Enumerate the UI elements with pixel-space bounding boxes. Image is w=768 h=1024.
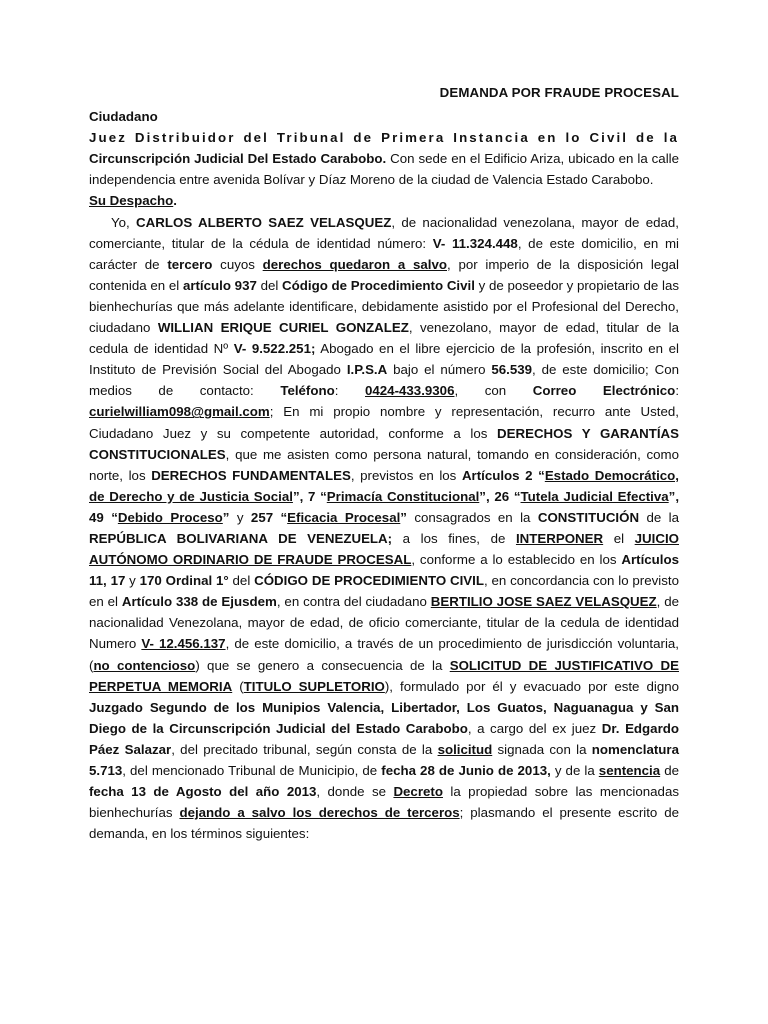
body-segment: , en contra del ciudadano — [276, 594, 431, 610]
body-segment: signada con la — [492, 741, 592, 757]
body-segment: SOLICITUD DE JUSTIFICATIVO DE PERPETUA MEMORIA — [89, 657, 679, 694]
body-segment: ” — [400, 509, 407, 525]
body-segment: tercero — [167, 256, 213, 272]
body-segment: WILLIAN ERIQUE CURIEL GONZALEZ — [157, 320, 409, 336]
body-segment: ; plasmando el presente escrito de demanda, en los términos siguientes: — [89, 805, 679, 842]
body-segment: y de la — [550, 763, 599, 778]
body-segment: del — [228, 573, 255, 589]
body-segment: JUICIO AUTÓNOMO ORDINARIO DE FRAUDE PROCESAL — [89, 530, 679, 568]
body-segment: ( — [232, 678, 244, 694]
body-segment: : — [675, 383, 680, 399]
body-segment: de la — [639, 509, 680, 525]
body-segment: DERECHOS FUNDAMENTALES — [151, 467, 351, 483]
body-segment: la propiedad sobre las mencionadas bienhechurías — [89, 784, 679, 821]
body-segment: ”, 26 “ — [479, 488, 521, 504]
body-segment: , de nacionalidad Venezolana, mayor de edad, de oficio comerciante, titular de la cedula de identidad Numero — [89, 594, 679, 652]
body-segment: , del precitado tribunal, según consta de la — [171, 741, 438, 757]
body-segment: Decreto — [393, 784, 443, 800]
body-segment: I.P.S.A — [346, 362, 388, 378]
body-segment: Juzgado Segundo de los Munipios Valencia, Libertador, Los Guatos, Naguanagua y San Diego de la Circunscripción Judicial del Estado Carabobo — [89, 699, 679, 736]
body-segment: Teléfono — [280, 383, 335, 399]
body-segment: Correo Electrónico — [532, 383, 676, 399]
body-segment: , con — [454, 383, 533, 399]
body-segment: Tutela Judicial Efectiva — [520, 488, 669, 504]
su-despacho: Su Despacho — [89, 193, 174, 209]
body-segment: derechos quedaron a salvo — [262, 256, 447, 272]
body-segment: 56.539 — [491, 362, 533, 378]
body-segment: Yo, — [111, 214, 137, 230]
body-segment: BERTILIO JOSE SAEZ VELASQUEZ — [430, 594, 657, 610]
body-segment: , previstos en los — [350, 467, 462, 483]
body-segment: ; En mi propio nombre y representación, recurro ante Usted, Ciudadano Juez y su competente autoridad, conforme a los — [89, 404, 679, 441]
body-segment: ” — [222, 509, 230, 525]
document-title: DEMANDA POR FRAUDE PROCESAL — [439, 85, 679, 100]
body-segment: , de este domicilio, en mi carácter de — [89, 235, 679, 272]
addressee-block — [89, 106, 679, 211]
body-segment: Código de Procedimiento Civil — [282, 277, 475, 293]
body-segment: fecha 13 de Agosto del año 2013 — [89, 784, 317, 800]
body-segment: y — [125, 573, 140, 589]
body-segment: curielwilliam098@gmail.com — [89, 404, 270, 420]
body-segment: V- 9.522.251; — [233, 341, 316, 357]
body-segment: Estado Democrático, de Derecho y de Justicia Social — [89, 467, 679, 504]
body-segment: , del mencionado Tribunal de Municipio, de — [122, 763, 382, 778]
body-segment: consagrados en la — [406, 509, 538, 525]
body-segment: ”, 7 “ — [292, 488, 327, 504]
body-segment: a los fines, de — [392, 530, 516, 546]
body-segment: y de poseedor y propietario de las bienhechurías que más adelante identificare, debidamente asistido por el Profesional del Derecho, ciudadano — [89, 277, 680, 336]
body-segment: Artículos 11, 17 — [89, 552, 679, 589]
body-segment: V- 11.324.448 — [432, 235, 518, 251]
court-address: Con sede en el Edificio Ariza, ubicado en la calle independencia entre avenida Bolívar y Díaz Moreno de la ciudad de Valencia Estado Carabobo. — [89, 151, 679, 188]
document-content — [89, 82, 679, 844]
body-segment: CONSTITUCIÓN — [537, 509, 640, 525]
body-segment: Primacía Constitucional — [326, 488, 480, 504]
body-segment: dejando a salvo los derechos de terceros — [179, 805, 460, 821]
body-paragraph — [89, 212, 679, 845]
body-segment: nomenclatura 5.713 — [89, 741, 679, 778]
body-segment: sentencia — [598, 763, 661, 778]
body-segment: 0424-433.9306 — [365, 383, 455, 399]
body-segment: : — [334, 383, 365, 399]
body-segment: , de este domicilio, a través de un procedimiento de jurisdicción voluntaria, ( — [89, 636, 679, 673]
body-segment: no contencioso — [93, 657, 196, 673]
body-segment: ), formulado por él y evacuado por este digno — [384, 678, 680, 694]
salutation: Ciudadano — [89, 109, 158, 125]
body-segment: , venezolano, mayor de edad, titular de la cedula de identidad Nº — [89, 320, 679, 357]
body-segment: , a cargo del ex juez — [467, 720, 602, 736]
body-segment: artículo 937 — [182, 277, 257, 293]
body-segment: Abogado en el libre ejercicio de la profesión, inscrito en el Instituto de Previsión Social del Abogado — [89, 341, 679, 378]
body-segment: TITULO SUPLETORIO — [243, 678, 385, 694]
jurisdiction: Circunscripción Judicial Del Estado Carabobo. — [89, 151, 387, 167]
body-segment: Debido Proceso — [117, 509, 223, 525]
body-segment: INTERPONER — [515, 530, 604, 546]
body-segment: 257 “ — [250, 509, 288, 525]
su-despacho-dot: . — [173, 193, 177, 209]
body-segment: Eficacia Procesal — [287, 509, 401, 525]
body-segment: y — [229, 509, 251, 525]
body-segment: Artículo 338 de Ejusdem — [121, 594, 277, 610]
body-segment: fecha 28 de Junio de 2013, — [381, 763, 551, 778]
body-segment: cuyos — [212, 256, 263, 272]
body-segment: ) que se genero a consecuencia de la — [195, 657, 450, 673]
body-segment: CARLOS ALBERTO SAEZ VELASQUEZ — [136, 214, 392, 230]
body-segment: , de este domicilio; Con medios de contacto: — [89, 362, 679, 399]
body-segment: 170 Ordinal 1° — [139, 573, 229, 589]
body-segment: de — [660, 763, 679, 778]
body-segment: solicitud — [437, 741, 493, 757]
body-segment: DERECHOS Y GARANTÍAS CONSTITUCIONALES — [89, 425, 679, 462]
body-segment: , que me asisten como persona natural, tomando en consideración, como norte, los — [89, 446, 679, 483]
body-segment: , donde se — [316, 784, 394, 800]
body-segment: el — [603, 530, 635, 546]
body-segment: bajo el número — [387, 362, 492, 378]
body-segment: , en concordancia con lo previsto en el — [89, 573, 679, 610]
body-segment: Dr. Edgardo Páez Salazar — [89, 720, 679, 757]
body-segment: CÓDIGO DE PROCEDIMIENTO CIVIL — [254, 573, 484, 589]
body-segment: Artículos 2 “ — [461, 467, 545, 483]
body-segment: ”, 49 “ — [89, 488, 680, 525]
body-segment: REPÚBLICA BOLIVARIANA DE VENEZUELA; — [89, 530, 393, 546]
body-segment: del — [256, 277, 283, 293]
body-segment: , por imperio de la disposición legal contenida en el — [89, 256, 680, 293]
body-segment: , conforme a lo establecido en los — [411, 552, 622, 568]
body-segment: V- 12.456.137 — [141, 636, 226, 652]
judge-designation: Juez Distribuidor del Tribunal de Primera Instancia en lo Civil de la — [89, 130, 679, 146]
body-segment: , de nacionalidad venezolana, mayor de edad, comerciante, titular de la cédula de identidad número: — [89, 214, 679, 251]
